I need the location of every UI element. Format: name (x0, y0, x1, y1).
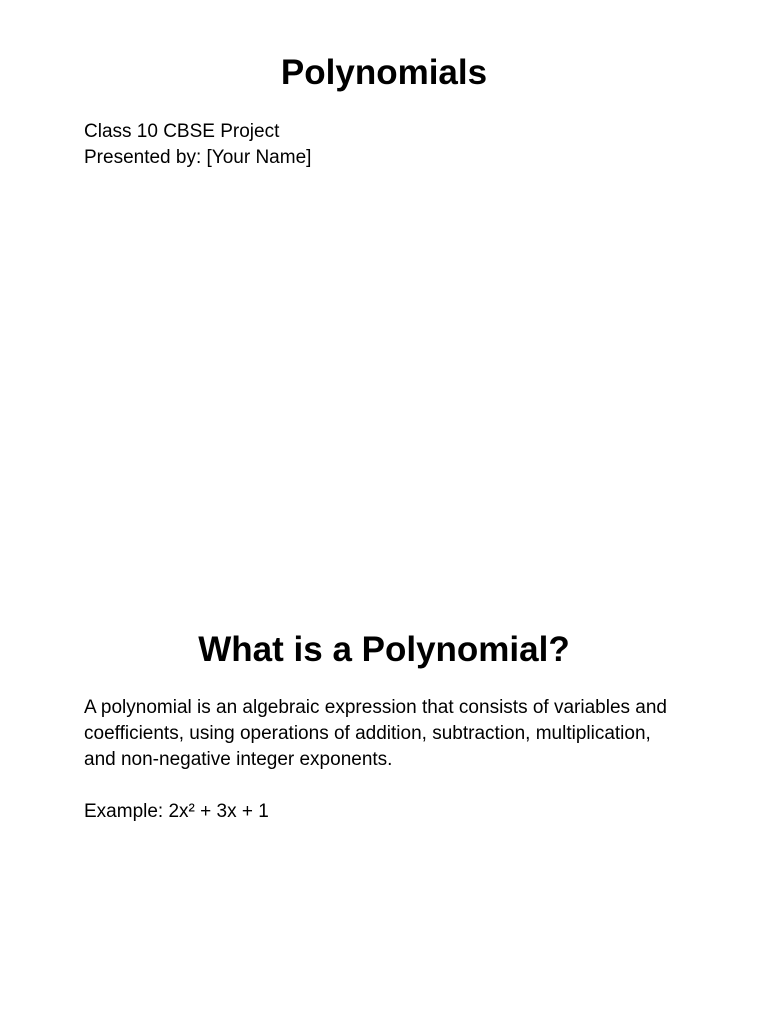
definition-line: A polynomial is an algebraic expression that consists of variables and (84, 697, 667, 718)
definition-line: coefficients, using operations of addition, subtraction, multiplication, (84, 723, 651, 744)
slide-title: Polynomials (280, 53, 488, 92)
slide-subtitle-block (84, 119, 694, 171)
definition-slide (0, 576, 768, 1024)
definition-line: and non-negative integer exponents. (84, 749, 393, 770)
presenter-line: Presented by: [Your Name] (84, 147, 312, 168)
slide-title: What is a Polynomial? (198, 630, 570, 669)
definition-text-block (84, 695, 694, 825)
paragraph-spacer (84, 773, 694, 799)
example-line: Example: 2x² + 3x + 1 (84, 801, 269, 822)
project-line: Class 10 CBSE Project (84, 121, 280, 142)
